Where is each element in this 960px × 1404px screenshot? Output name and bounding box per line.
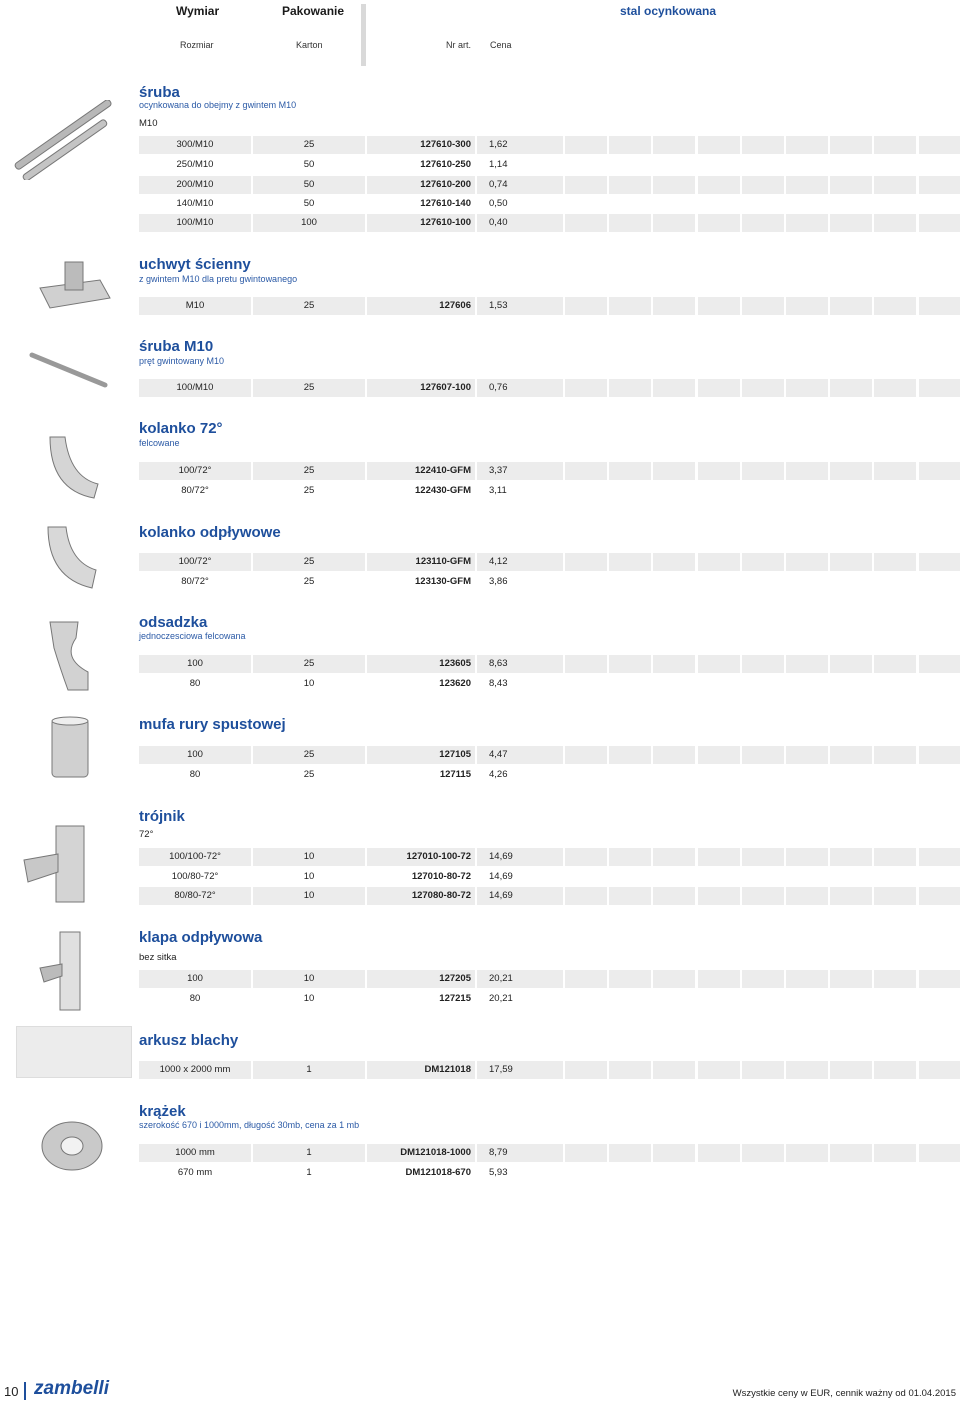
col-header-box: Karton — [296, 40, 323, 50]
row-shade — [919, 848, 960, 866]
cell-price: 14,69 — [489, 890, 513, 901]
col-header-art: Nr art. — [446, 40, 472, 50]
footer-divider — [24, 1382, 26, 1400]
screw-image — [10, 100, 130, 180]
row-shade — [830, 214, 872, 232]
product-title: kolanko odpływowe — [139, 524, 281, 541]
row-shade — [609, 746, 651, 764]
drain-elbow-image — [10, 522, 130, 592]
cell-box: 50 — [303, 159, 315, 170]
row-shade — [874, 462, 916, 480]
cell-article: 123620 — [439, 678, 471, 689]
row-shade — [830, 462, 872, 480]
header-tab-wymiar: Wymiar — [176, 4, 220, 18]
cell-article: 127610-140 — [420, 198, 471, 209]
row-shade — [609, 214, 651, 232]
table-row — [139, 482, 958, 500]
row-shade — [565, 887, 607, 905]
product-title: odsadzka — [139, 614, 208, 631]
row-shade — [698, 1144, 740, 1162]
cell-size: 80 — [189, 769, 201, 780]
row-shade — [786, 887, 828, 905]
row-shade — [565, 553, 607, 571]
row-shade — [698, 1061, 740, 1079]
cell-size: 300/M10 — [176, 139, 214, 150]
cell-box: 10 — [303, 678, 315, 689]
row-shade — [609, 176, 651, 194]
row-shade — [609, 887, 651, 905]
cell-box: 25 — [303, 749, 315, 760]
row-shade — [565, 136, 607, 154]
row-shade — [919, 1144, 960, 1162]
table-row — [139, 887, 958, 905]
row-shade — [830, 970, 872, 988]
cell-size: 100/72° — [178, 465, 212, 476]
cell-box: 1 — [306, 1167, 312, 1178]
table-row — [139, 766, 958, 784]
row-shade — [653, 746, 695, 764]
header-tab-pakowanie: Pakowanie — [282, 4, 345, 18]
row-shade — [786, 176, 828, 194]
cell-article: DM121018-670 — [405, 1167, 471, 1178]
row-shade — [830, 1061, 872, 1079]
table-row — [139, 195, 958, 213]
row-shade — [786, 655, 828, 673]
row-shade — [874, 214, 916, 232]
product-variant-note: bez sitka — [139, 952, 177, 963]
row-shade — [874, 1061, 916, 1079]
table-row — [139, 868, 958, 886]
cell-price: 8,79 — [489, 1147, 508, 1158]
row-shade — [565, 848, 607, 866]
cell-box: 25 — [303, 769, 315, 780]
row-shade — [609, 297, 651, 315]
row-shade — [742, 379, 784, 397]
elbow-72-image — [10, 432, 130, 502]
row-shade — [565, 1144, 607, 1162]
cell-box: 25 — [303, 300, 315, 311]
row-shade — [786, 970, 828, 988]
header-divider — [361, 4, 366, 66]
table-row — [139, 970, 958, 988]
row-shade — [609, 655, 651, 673]
row-shade — [742, 746, 784, 764]
table-row — [139, 573, 958, 591]
row-shade — [609, 379, 651, 397]
row-shade — [653, 176, 695, 194]
row-shade — [653, 136, 695, 154]
col-header-size: Rozmiar — [180, 40, 214, 50]
row-shade — [609, 1061, 651, 1079]
row-shade — [742, 887, 784, 905]
cell-price: 8,43 — [489, 678, 508, 689]
cell-article: 127105 — [439, 749, 471, 760]
zambelli-logo — [34, 1372, 116, 1400]
row-shade — [698, 214, 740, 232]
cell-box: 10 — [303, 993, 315, 1004]
row-shade — [609, 136, 651, 154]
row-shade — [786, 136, 828, 154]
row-shade — [742, 655, 784, 673]
row-shade — [698, 462, 740, 480]
row-shade — [874, 1144, 916, 1162]
row-shade — [698, 136, 740, 154]
cell-price: 17,59 — [489, 1064, 513, 1075]
cell-size: 200/M10 — [176, 179, 214, 190]
row-shade — [653, 379, 695, 397]
cell-price: 5,93 — [489, 1167, 508, 1178]
cell-article: 123130-GFM — [415, 576, 471, 587]
row-shade — [698, 297, 740, 315]
cell-box: 1 — [306, 1064, 312, 1075]
cell-size: 80 — [189, 678, 201, 689]
row-shade — [830, 746, 872, 764]
cell-box: 100 — [301, 217, 317, 228]
table-row — [139, 297, 958, 315]
cell-box: 25 — [303, 576, 315, 587]
cell-article: 127205 — [439, 973, 471, 984]
row-shade — [742, 176, 784, 194]
cell-box: 10 — [303, 871, 315, 882]
cell-size: 100/80-72° — [171, 871, 219, 882]
product-subtitle: ocynkowana do obejmy z gwintem M10 — [139, 100, 297, 110]
table-row — [139, 136, 958, 154]
row-shade — [919, 136, 960, 154]
footer-price-note: Wszystkie ceny w EUR, cennik ważny od 01.04.2015 — [732, 1388, 956, 1399]
cell-size: M10 — [185, 300, 205, 311]
cell-price: 8,63 — [489, 658, 508, 669]
row-shade — [830, 1144, 872, 1162]
cell-size: 80 — [189, 993, 201, 1004]
table-row — [139, 553, 958, 571]
row-shade — [565, 214, 607, 232]
row-shade — [609, 553, 651, 571]
row-shade — [830, 887, 872, 905]
cell-price: 0,74 — [489, 179, 508, 190]
cell-box: 25 — [303, 485, 315, 496]
cell-article: 127610-200 — [420, 179, 471, 190]
row-shade — [609, 848, 651, 866]
row-shade — [830, 379, 872, 397]
product-title: arkusz blachy — [139, 1032, 239, 1049]
page-number: 10 — [4, 1384, 19, 1399]
cell-price: 20,21 — [489, 973, 513, 984]
row-shade — [565, 176, 607, 194]
row-shade — [742, 297, 784, 315]
row-shade — [653, 1061, 695, 1079]
table-row — [139, 746, 958, 764]
row-shade — [698, 553, 740, 571]
cell-article: DM121018 — [424, 1064, 471, 1075]
cell-article: 127610-250 — [420, 159, 471, 170]
offset-pipe-image — [10, 618, 130, 693]
row-shade — [565, 655, 607, 673]
cell-size: 80/72° — [181, 485, 209, 496]
table-row — [139, 675, 958, 693]
row-shade — [786, 214, 828, 232]
row-shade — [786, 848, 828, 866]
product-variant-note: 72° — [139, 829, 154, 840]
product-title: krążek — [139, 1103, 186, 1120]
row-shade — [565, 462, 607, 480]
cell-price: 3,86 — [489, 576, 508, 587]
row-shade — [698, 655, 740, 673]
drain-flap-image — [10, 928, 130, 1013]
row-shade — [609, 970, 651, 988]
col-header-price: Cena — [490, 40, 512, 50]
row-shade — [609, 1144, 651, 1162]
cell-box: 50 — [303, 198, 315, 209]
row-shade — [742, 462, 784, 480]
row-shade — [919, 553, 960, 571]
cell-box: 25 — [303, 556, 315, 567]
row-shade — [830, 297, 872, 315]
row-shade — [565, 379, 607, 397]
row-shade — [830, 848, 872, 866]
product-title: śruba — [139, 84, 180, 101]
table-row — [139, 462, 958, 480]
row-shade — [565, 746, 607, 764]
cell-price: 1,62 — [489, 139, 508, 150]
zambelli-logo-text: zambelli — [34, 1378, 109, 1399]
product-title: śruba M10 — [139, 338, 214, 355]
row-shade — [742, 1061, 784, 1079]
cell-article: 127080-80-72 — [411, 890, 471, 901]
cell-price: 14,69 — [489, 871, 513, 882]
row-shade — [874, 970, 916, 988]
product-subtitle: pręt gwintowany M10 — [139, 356, 225, 366]
pipe-sleeve-image — [10, 715, 130, 780]
wall-bracket-image — [10, 258, 130, 318]
table-row — [139, 214, 958, 232]
cell-box: 25 — [303, 382, 315, 393]
product-subtitle: szerokość 670 i 1000mm, długość 30mb, cena za 1 mb — [139, 1120, 360, 1130]
row-shade — [786, 553, 828, 571]
cell-size: 250/M10 — [176, 159, 214, 170]
row-shade — [742, 214, 784, 232]
cell-article: 127215 — [439, 993, 471, 1004]
row-shade — [786, 1061, 828, 1079]
row-shade — [874, 297, 916, 315]
cell-price: 20,21 — [489, 993, 513, 1004]
table-row — [139, 1144, 958, 1162]
row-shade — [874, 176, 916, 194]
row-shade — [653, 553, 695, 571]
cell-article: DM121018-1000 — [400, 1147, 471, 1158]
table-row — [139, 990, 958, 1008]
row-shade — [698, 848, 740, 866]
cell-size: 100 — [187, 749, 203, 760]
cell-article: 127010-80-72 — [411, 871, 471, 882]
row-shade — [653, 462, 695, 480]
table-row — [139, 176, 958, 194]
cell-article: 122410-GFM — [415, 465, 471, 476]
cell-article: 127610-300 — [420, 139, 471, 150]
cell-price: 3,11 — [489, 485, 507, 496]
cell-size: 1000 x 2000 mm — [159, 1064, 231, 1075]
product-title: kolanko 72° — [139, 420, 223, 437]
cell-size: 80/72° — [181, 576, 209, 587]
cell-box: 10 — [303, 973, 315, 984]
row-shade — [653, 214, 695, 232]
row-shade — [830, 136, 872, 154]
product-title: klapa odpływowa — [139, 929, 263, 946]
cell-article: 122430-GFM — [415, 485, 471, 496]
row-shade — [653, 887, 695, 905]
cell-box: 10 — [303, 890, 315, 901]
row-shade — [786, 746, 828, 764]
cell-price: 14,69 — [489, 851, 513, 862]
cell-article: 127010-100-72 — [406, 851, 471, 862]
row-shade — [742, 1144, 784, 1162]
cell-box: 10 — [303, 851, 315, 862]
cell-box: 50 — [303, 179, 315, 190]
row-shade — [786, 462, 828, 480]
table-row — [139, 655, 958, 673]
cell-article: 127607-100 — [420, 382, 471, 393]
row-shade — [698, 176, 740, 194]
row-shade — [919, 297, 960, 315]
row-shade — [786, 297, 828, 315]
row-shade — [874, 655, 916, 673]
row-shade — [919, 214, 960, 232]
table-row — [139, 1061, 958, 1079]
row-shade — [830, 655, 872, 673]
cell-price: 0,50 — [489, 198, 508, 209]
row-shade — [609, 462, 651, 480]
table-row — [139, 156, 958, 174]
cell-box: 25 — [303, 139, 315, 150]
cell-size: 100/72° — [178, 556, 212, 567]
sheet-metal-image — [16, 1026, 132, 1078]
row-shade — [653, 1144, 695, 1162]
table-row — [139, 1164, 958, 1182]
cell-article: 123110-GFM — [415, 556, 471, 567]
row-shade — [874, 746, 916, 764]
table-row — [139, 379, 958, 397]
row-shade — [698, 970, 740, 988]
cell-price: 4,12 — [489, 556, 508, 567]
cell-price: 0,40 — [489, 217, 508, 228]
product-title: trójnik — [139, 808, 185, 825]
cell-article: 127606 — [439, 300, 471, 311]
tee-pipe-image — [10, 822, 130, 904]
row-shade — [919, 176, 960, 194]
cell-size: 100/M10 — [176, 382, 214, 393]
cell-price: 4,26 — [489, 769, 508, 780]
product-subtitle: felcowane — [139, 438, 180, 448]
row-shade — [786, 1144, 828, 1162]
table-row — [139, 848, 958, 866]
row-shade — [565, 297, 607, 315]
row-shade — [742, 970, 784, 988]
cell-box: 1 — [306, 1147, 312, 1158]
row-shade — [742, 848, 784, 866]
product-title: mufa rury spustowej — [139, 716, 286, 733]
cell-size: 140/M10 — [176, 198, 214, 209]
row-shade — [742, 553, 784, 571]
cell-article: 123605 — [439, 658, 471, 669]
row-shade — [565, 1061, 607, 1079]
cell-price: 1,14 — [489, 159, 508, 170]
row-shade — [830, 176, 872, 194]
product-title: uchwyt ścienny — [139, 256, 251, 273]
row-shade — [653, 297, 695, 315]
cell-price: 0,76 — [489, 382, 508, 393]
cell-size: 100 — [187, 973, 203, 984]
cell-price: 1,53 — [489, 300, 508, 311]
row-shade — [874, 136, 916, 154]
row-shade — [742, 136, 784, 154]
row-shade — [919, 970, 960, 988]
row-shade — [919, 887, 960, 905]
cell-size: 100 — [187, 658, 203, 669]
threaded-rod-image — [10, 345, 130, 395]
cell-size: 1000 mm — [175, 1147, 215, 1158]
row-shade — [698, 746, 740, 764]
row-shade — [874, 848, 916, 866]
product-subtitle: jednoczesciowa felcowana — [139, 631, 246, 641]
coil-image — [10, 1112, 130, 1177]
cell-box: 25 — [303, 658, 315, 669]
cell-size: 100/100-72° — [169, 851, 221, 862]
cell-size: 80/80-72° — [174, 890, 216, 901]
cell-size: 100/M10 — [176, 217, 214, 228]
cell-price: 3,37 — [489, 465, 508, 476]
row-shade — [698, 887, 740, 905]
row-shade — [874, 887, 916, 905]
cell-price: 4,47 — [489, 749, 508, 760]
product-subtitle: z gwintem M10 dla pretu gwintowanego — [139, 274, 298, 284]
row-shade — [919, 462, 960, 480]
row-shade — [919, 746, 960, 764]
cell-box: 25 — [303, 465, 315, 476]
row-shade — [565, 970, 607, 988]
row-shade — [919, 1061, 960, 1079]
row-shade — [830, 553, 872, 571]
cell-size: 670 mm — [177, 1167, 213, 1178]
row-shade — [653, 655, 695, 673]
header-material-title: stal ocynkowana — [620, 4, 717, 18]
row-shade — [874, 553, 916, 571]
row-shade — [653, 970, 695, 988]
row-shade — [653, 848, 695, 866]
row-shade — [698, 379, 740, 397]
cell-article: 127610-100 — [420, 217, 471, 228]
row-shade — [786, 379, 828, 397]
cell-article: 127115 — [439, 769, 471, 780]
product-variant-note: M10 — [139, 118, 158, 129]
row-shade — [919, 655, 960, 673]
row-shade — [874, 379, 916, 397]
row-shade — [919, 379, 960, 397]
